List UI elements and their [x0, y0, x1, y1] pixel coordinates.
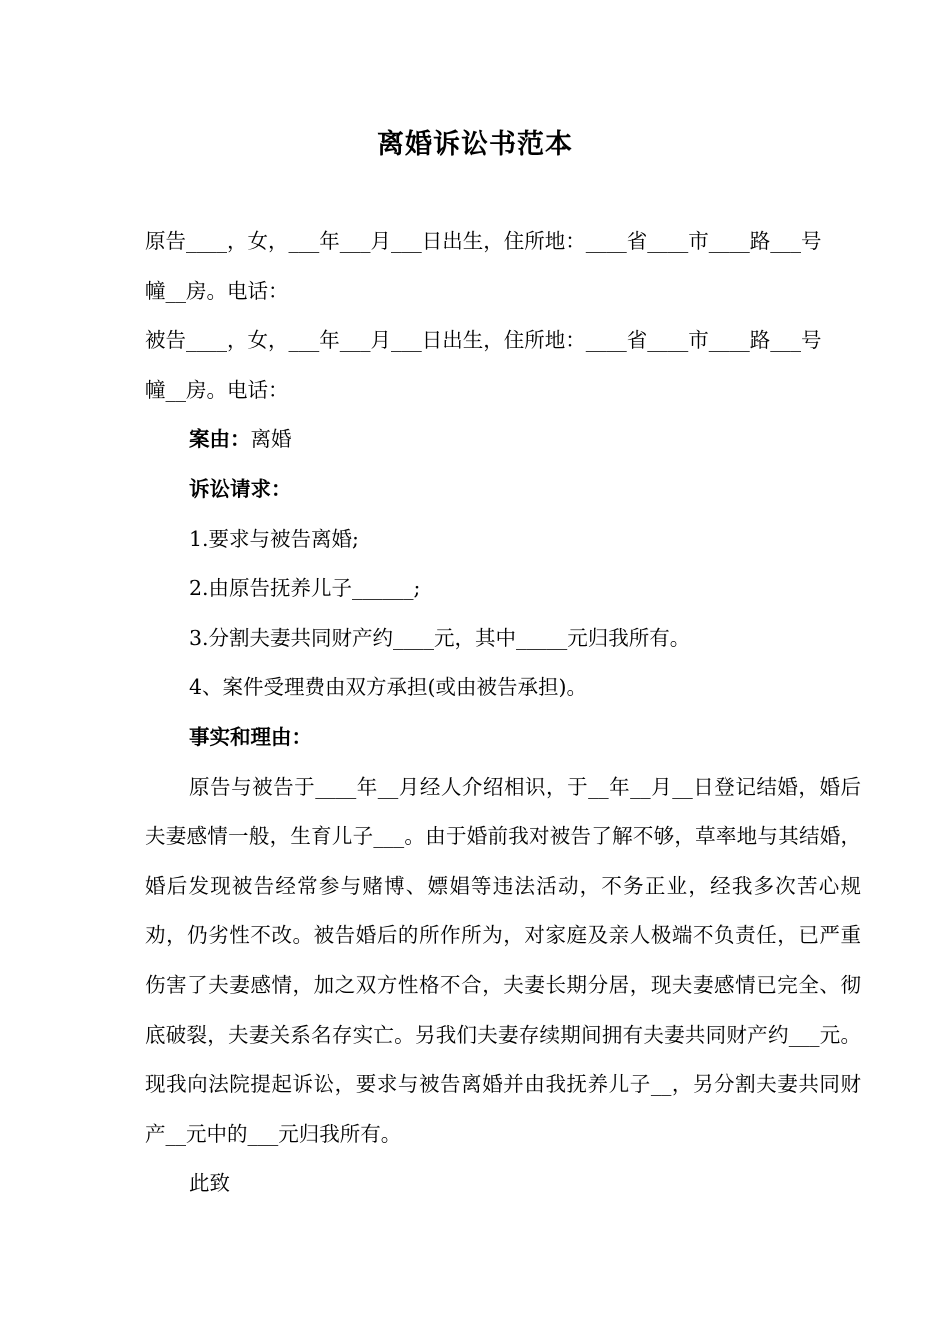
- defendant-info-line-2: 幢__房。电话：: [145, 377, 289, 402]
- claim-item: 4、案件受理费由双方承担(或由被告承担)。: [189, 675, 588, 700]
- claim-item: 1.要求与被告离婚;: [189, 526, 359, 551]
- case-cause-value: 离婚: [250, 427, 292, 452]
- claim-item: 2.由原告抚养儿子______;: [189, 576, 421, 601]
- document-title: 离婚诉讼书范本: [377, 129, 573, 160]
- claims-heading: 诉讼请求：: [189, 476, 292, 501]
- document-body: [145, 217, 861, 1209]
- closing-salutation: 此致: [189, 1171, 230, 1196]
- facts-paragraph: 原告与被告于____年__月经人介绍相识，于__年__月__日登记结婚，婚后夫妻感情一般，生育儿子___。由于婚前我对被告了解不够，草率地与其结婚，婚后发现被告经常参与赌博、嫖娼等违法活动，不务正业，经我多次苦心规劝，仍劣性不改。被告婚后的所作所为，对家庭及亲人极端不负责任，已严重伤害了夫妻感情，加之双方性格不合，夫妻长期分居，现夫妻感情已完全、彻底破裂，夫妻关系名存实亡。另我们夫妻存续期间拥有夫妻共同财产约___元。现我向法院提起诉讼，要求与被告离婚并由我抚养儿子__，另分割夫妻共同财产__元中的___元归我所有。: [145, 774, 861, 1146]
- facts-heading: 事实和理由：: [189, 724, 312, 749]
- claim-item: 3.分割夫妻共同财产约____元，其中_____元归我所有。: [189, 625, 691, 650]
- plaintiff-info-line-1: 原告____，女，___年___月___日出生，住所地：____省____市____路___号: [145, 229, 822, 253]
- plaintiff-info-line-2: 幢__房。电话：: [145, 278, 289, 303]
- case-cause-label: 案由：: [189, 427, 251, 452]
- case-cause: [145, 415, 861, 465]
- defendant-info-line-1: 被告____，女，___年___月___日出生，住所地：____省____市____路___号: [145, 328, 822, 353]
